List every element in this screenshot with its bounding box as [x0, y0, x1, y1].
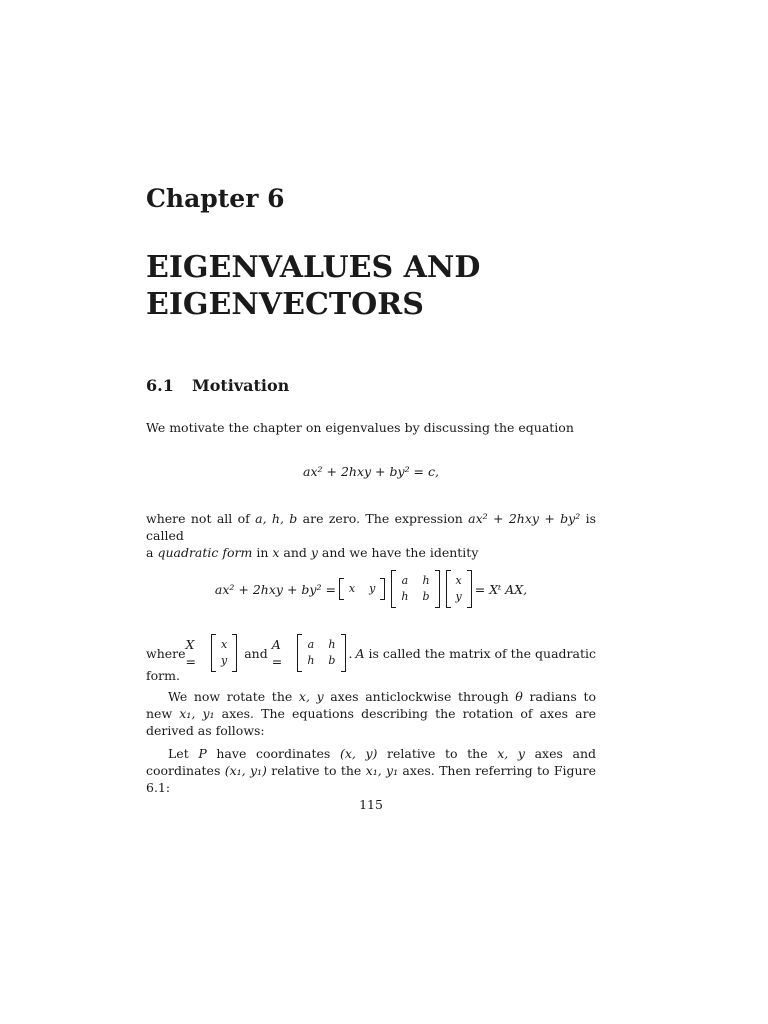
math-span: x, y — [497, 746, 525, 761]
page — [146, 0, 596, 1024]
column-vector — [446, 570, 472, 608]
page-number: 115 — [359, 797, 383, 812]
text-span: relative to the — [377, 746, 498, 761]
text-span: axes. Then referring to Figure 6.1: — [146, 763, 596, 795]
math-span: A — [355, 645, 365, 661]
chapter-title — [146, 249, 480, 323]
chapter-title-line-1: EIGENVALUES AND — [146, 250, 481, 285]
section-number: 6.1 — [146, 376, 174, 395]
text-span: and — [244, 645, 268, 661]
matrix-cell: b — [422, 590, 430, 603]
form-line: form. — [146, 668, 180, 683]
text-span: axes anticlockwise through — [323, 689, 516, 704]
math-span: (x₁, y₁) — [224, 763, 267, 778]
identity-lhs: ax² + 2hxy + by² = — [214, 581, 336, 597]
text-span: is called — [146, 511, 596, 543]
right-bracket — [467, 570, 472, 608]
matrix-cell: h — [422, 574, 430, 587]
row-vector-cells — [344, 578, 380, 600]
matrix-A — [391, 570, 439, 608]
text-span: where not all of — [146, 511, 256, 526]
where-paragraph — [146, 510, 596, 561]
text-span: in — [252, 545, 273, 560]
chapter-label: Chapter 6 — [146, 184, 285, 213]
text-span: and — [279, 545, 311, 560]
section-heading — [146, 376, 289, 395]
matrix-cell: a — [401, 574, 409, 587]
identity-rhs: = Xᵗ AX, — [474, 581, 528, 597]
identity-equation — [146, 570, 596, 608]
matrix-cell: y — [221, 654, 228, 667]
rotate-paragraph — [146, 688, 596, 739]
matrix-cell: y — [369, 582, 376, 595]
math-span: x₁, y₁ — [179, 706, 215, 721]
column-vector-cells — [451, 570, 467, 608]
text-span: axes and coordinates — [146, 746, 597, 778]
matrix-cell: h — [401, 590, 409, 603]
text-span: . — [348, 645, 353, 661]
emphasis-term: quadratic form — [157, 545, 253, 560]
matrix-cell: x — [348, 582, 356, 595]
math-span: x, y — [298, 689, 324, 704]
text-span: are zero. The expression — [297, 511, 469, 526]
text-span: and we have the identity — [317, 545, 479, 560]
math-span: X = — [185, 637, 197, 669]
matrix-cell: a — [307, 638, 315, 651]
matrix-A-cells — [396, 570, 434, 608]
matrix-cell: y — [455, 590, 462, 603]
chapter-title-line-2: EIGENVECTORS — [146, 287, 424, 322]
text-span: relative to the — [266, 763, 366, 778]
text-span: Let — [168, 746, 199, 761]
text-span: We now rotate the — [168, 689, 299, 704]
matrix-cell: h — [307, 654, 315, 667]
text-span: have coordinates — [206, 746, 340, 761]
right-bracket — [380, 578, 385, 600]
row-vector — [339, 578, 385, 600]
math-span: (x, y) — [339, 746, 378, 761]
text-span: a — [146, 545, 158, 560]
math-span: ax² + 2hxy + by² — [468, 511, 581, 526]
math-span: x — [272, 545, 280, 560]
text-span: where — [146, 645, 186, 661]
text-span: radians to new — [146, 689, 596, 721]
math-span: P — [198, 746, 207, 761]
matrix-cell: h — [328, 638, 336, 651]
matrix-cell: x — [455, 574, 462, 587]
math-span: a, h, b — [255, 511, 298, 526]
matrix-cell: x — [221, 638, 228, 651]
right-bracket — [435, 570, 440, 608]
text-span: is called the matrix of the quadratic — [364, 645, 596, 661]
let-paragraph — [146, 745, 596, 796]
text-span: axes. The equations describing the rotation of axes are derived as follows: — [146, 706, 596, 738]
math-span: A = — [271, 637, 283, 669]
math-span: θ — [515, 689, 523, 704]
intro-paragraph: We motivate the chapter on eigenvalues by discussing the equation — [146, 420, 574, 435]
math-span: y — [310, 545, 318, 560]
equation-quadratic: ax² + 2hxy + by² = c, — [303, 464, 439, 479]
matrix-cell: b — [328, 654, 336, 667]
math-span: x₁, y₁ — [365, 763, 399, 778]
section-title: Motivation — [192, 376, 290, 395]
